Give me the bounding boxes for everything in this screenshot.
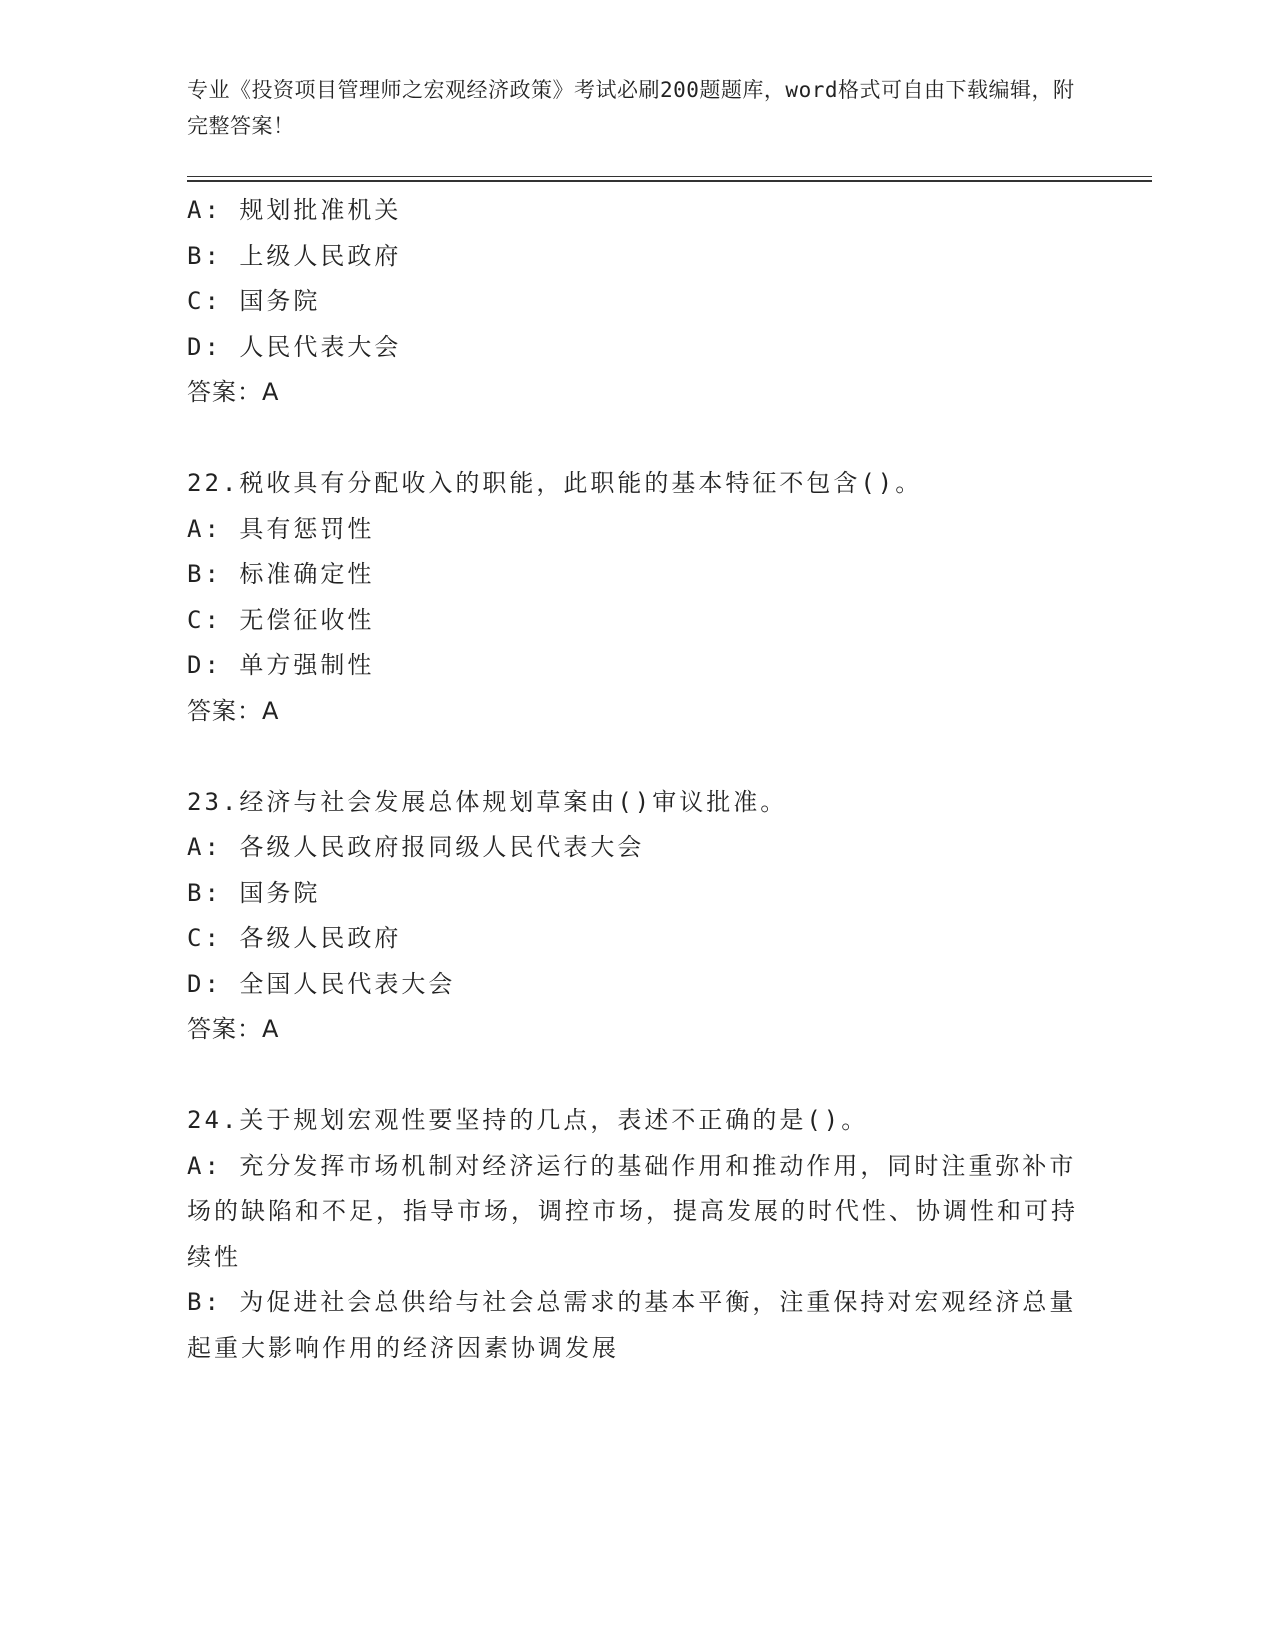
option-d: D: 全国人民代表大会 xyxy=(187,969,456,998)
block-spacer xyxy=(187,1053,1087,1099)
option-b: B: 上级人民政府 xyxy=(187,241,402,270)
question-block-21 xyxy=(187,188,1087,416)
option-a: A: 规划批准机关 xyxy=(187,196,402,224)
block-spacer xyxy=(187,416,1087,462)
option-d: D: 单方强制性 xyxy=(187,651,375,679)
option-c: C: 国务院 xyxy=(187,287,321,315)
question-text: 22.税收具有分配收入的职能，此职能的基本特征不包含()。 xyxy=(187,469,923,497)
header-divider-thin xyxy=(187,176,1152,177)
option-a: A: 充分发挥市场机制对经济运行的基础作用和推动作用，同时注重弥补市场的缺陷和不足，指导市场，调控市场，提高发展的时代性、协调性和可持续性 xyxy=(187,1151,1078,1271)
question-block-22 xyxy=(187,461,1087,734)
answer-line: 答案：A xyxy=(187,378,280,406)
document-header-title: 专业《投资项目管理师之宏观经济政策》考试必刷200题题库，word格式可自由下载编辑，附完整答案！ xyxy=(187,78,1075,138)
question-text: 24.关于规划宏观性要坚持的几点，表述不正确的是()。 xyxy=(187,1106,869,1134)
option-c: C: 各级人民政府 xyxy=(187,924,402,952)
answer-line: 答案：A xyxy=(187,1015,280,1043)
question-block-24 xyxy=(187,1098,1087,1371)
header-divider-thick xyxy=(187,180,1152,182)
option-b: B: 为促进社会总供给与社会总需求的基本平衡，注重保持对宏观经济总量起重大影响作用的经济因素协调发展 xyxy=(187,1288,1077,1362)
option-c: C: 无偿征收性 xyxy=(187,605,375,634)
question-text: 23.经济与社会发展总体规划草案由()审议批准。 xyxy=(187,787,788,816)
question-list xyxy=(187,188,1087,1371)
answer-line: 答案：A xyxy=(187,696,280,725)
option-a: A: 各级人民政府报同级人民代表大会 xyxy=(187,833,645,861)
option-a: A: 具有惩罚性 xyxy=(187,514,375,543)
option-b: B: 标准确定性 xyxy=(187,560,375,588)
question-block-23 xyxy=(187,780,1087,1053)
block-spacer xyxy=(187,734,1087,780)
option-d: D: 人民代表大会 xyxy=(187,332,402,361)
option-b: B: 国务院 xyxy=(187,878,321,907)
